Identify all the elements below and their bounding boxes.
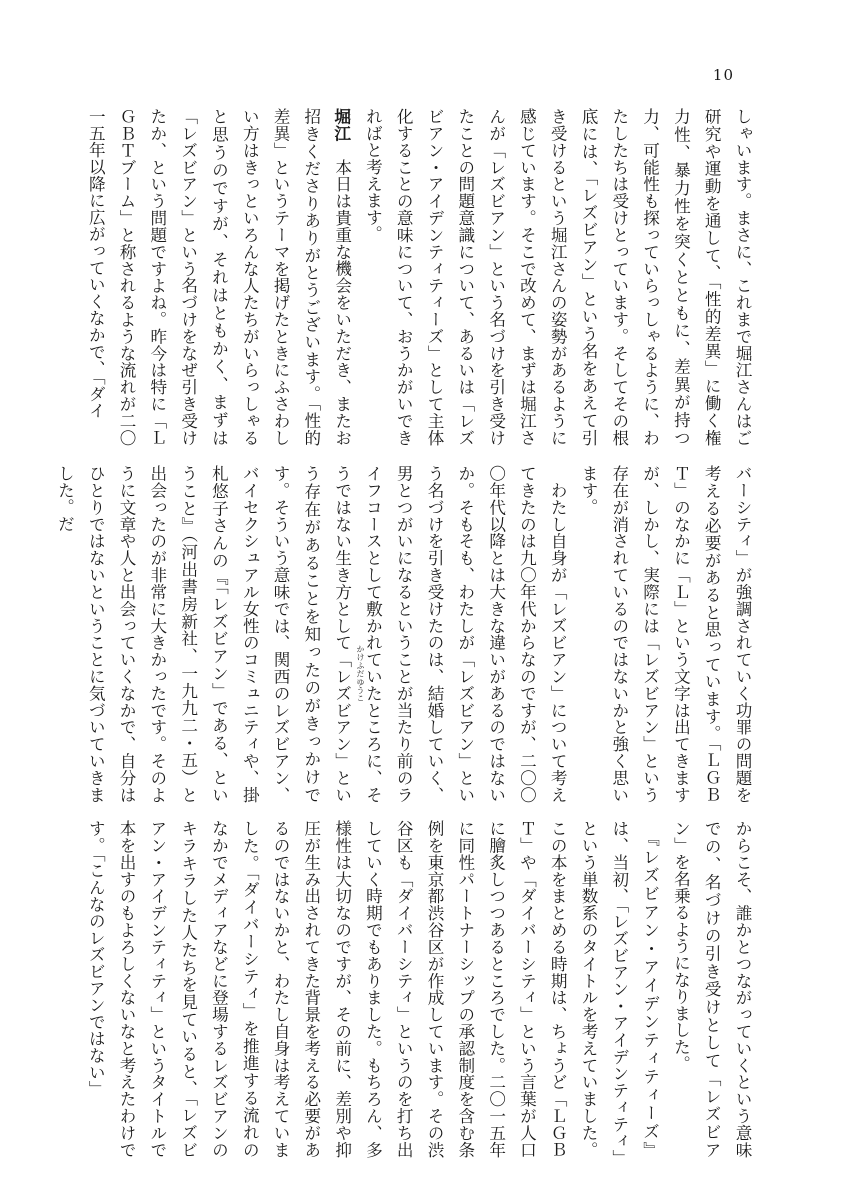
text-tier-bottom <box>86 820 757 1158</box>
paragraph-3: バーシティ」が強調されていく功罪の問題を考える必要があると思っています。「ＬＧＢＴ」のなかに「Ｌ」という文字は出てきますが、しかし、実際には「レズビアン」という存在が消されているのではないかと強く思います。 <box>579 465 752 803</box>
paragraph-2 <box>79 108 356 446</box>
tier-middle-text <box>55 465 757 803</box>
paragraph-1: しゃいます。まさに、これまで堀江さんはご研究や運動を通して、「性的差異」に働く権力性、暴力性を突くとともに、差異が持つ力、可能性も探っていらっしゃるように、わたしたちは受けとっています。そしてその根底には、「レズビアン」という名をあえて引き受けるという堀江さんの姿勢があるように感じています。そこで改めて、まずは堀江さんが「レズビアン」という名づけを引き受けたことの問題意識について、あるいは「レズビアン・アイデンティティーズ」として主体化することの意味について、おうかがいできればと考えます。 <box>363 108 752 446</box>
paragraph-4 <box>49 465 573 803</box>
paragraph-5: からこそ、誰かとつながっていくという意味での、名づけの引き受けとして「レズビアン」を名乗るようになりました。 <box>671 820 752 1158</box>
paragraph-4-text: わたし自身が「レズビアン」について考えてきたのは九〇年代からなのですが、二〇〇〇年代以降とは大きな違いがあるのではないか。そもそも、わたしが「レズビアン」という名づけを引き受けたのは、結婚していく、男とつがいになるということが当たり前のライフコースとして敷かれていたところに、そうではない生き方として「レズビアン」という存在があることを知ったのがきっかけです。そういう意味では、関西のレズビアン、バイセクシュアル女性のコミュニティや、掛札悠子さんの『「レズビアン」である、ということ』（河出書房新社、一九九二・五）と出会ったのが非常に大きかったです。そのように文章や人と出会っていくなかで、自分はひとりではないということに気づいていきました。だ <box>55 465 568 803</box>
tier-top-text <box>86 108 757 446</box>
text-tier-top <box>86 108 757 446</box>
paragraph-6-text: 『レズビアン・アイデンティティーズ』は、当初、「レズビアン・アイデンティティ」という単数系のタイトルを考えていました。この本をまとめる時期は、ちょうど「ＬＧＢＴ」や「ダイバーシティ」という言葉が人口に膾炙しつつあるところでした。二〇一五年に同性パートナーシップの承認制度を含む条例を東京都渋谷区が作成しています。その渋谷区も「ダイバーシティ」というのを打ち出していく時期でもありました。もちろん、多様性は大切なのですが、その前に、差別や抑圧が生み出されてきた背景を考える必要があるのではないかと、わたし自身は考えていました。「ダイバーシティ」を推進する流れのなかでメディアなどに登場するレズビアンのキラキラした人たちを見ていると、「レズビアン・アイデンティティ」というタイトルで本を出すのもよろしくないなと考えたわけです。「こんなのレズビアンではない」 <box>86 820 660 1158</box>
page-number: 10 <box>712 66 734 84</box>
text-tier-middle <box>55 465 757 803</box>
paragraph-6 <box>79 820 664 1158</box>
paragraph-2-text: 本日は貴重な機会をいただき、またお招きくださりありがとうございます。「性的差異」というテーマを掲げたときにふさわしい方はきっといろんな人たちがいらっしゃると思うのですが、それはともかく、まずは「レズビアン」という名づけをなぜ引き受けたか、という問題ですよね。昨今は特に「ＬＧＢＴブーム」と称されるような流れが二〇一五年以降に広がっていくなかで、「ダイ <box>86 108 352 446</box>
speaker-label: 堀江 <box>331 108 352 142</box>
ruby-annotation: かけふだゆうこ <box>356 645 365 703</box>
tier-bottom-text <box>86 820 757 1158</box>
